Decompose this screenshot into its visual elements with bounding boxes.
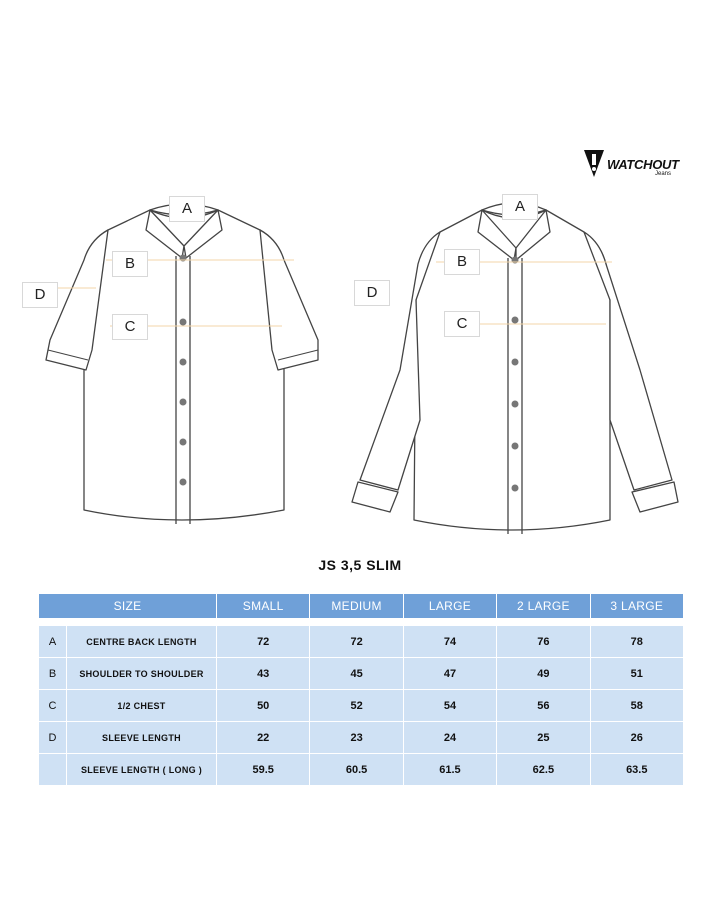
label-a-short: A — [169, 196, 205, 222]
cell-value: 43 — [217, 658, 310, 690]
label-c-short: C — [112, 314, 148, 340]
cell-value: 26 — [590, 722, 683, 754]
label-d-long: D — [354, 280, 390, 306]
long-sleeve-shirt — [352, 203, 678, 534]
row-measure: CENTRE BACK LENGTH — [67, 626, 217, 658]
cell-value: 23 — [310, 722, 403, 754]
cell-value: 50 — [217, 690, 310, 722]
label-c-long: C — [444, 311, 480, 337]
label-b-long: B — [444, 249, 480, 275]
header-2-large: 2 LARGE — [497, 594, 590, 619]
cell-value: 56 — [497, 690, 590, 722]
row-letter: A — [39, 626, 67, 658]
watchout-logo — [583, 148, 693, 184]
brand-sub: Jeans — [655, 171, 672, 177]
header-size: SIZE — [39, 594, 217, 619]
table-row — [39, 658, 684, 690]
cell-value: 54 — [403, 690, 496, 722]
row-measure: SHOULDER TO SHOULDER — [67, 658, 217, 690]
row-letter: C — [39, 690, 67, 722]
cell-value: 59.5 — [217, 754, 310, 786]
label-a-long: A — [502, 194, 538, 220]
cell-value: 51 — [590, 658, 683, 690]
cell-value: 72 — [217, 626, 310, 658]
label-b-short: B — [112, 251, 148, 277]
table-row — [39, 690, 684, 722]
row-measure: SLEEVE LENGTH — [67, 722, 217, 754]
header-large: LARGE — [403, 594, 496, 619]
cell-value: 25 — [497, 722, 590, 754]
cell-value: 63.5 — [590, 754, 683, 786]
header-small: SMALL — [217, 594, 310, 619]
cell-value: 45 — [310, 658, 403, 690]
shirt-diagrams — [0, 190, 720, 550]
cell-value: 47 — [403, 658, 496, 690]
cell-value: 78 — [590, 626, 683, 658]
size-chart-title: JS 3,5 SLIM — [318, 557, 402, 573]
cell-value: 72 — [310, 626, 403, 658]
row-letter: D — [39, 722, 67, 754]
table-row — [39, 722, 684, 754]
cell-value: 52 — [310, 690, 403, 722]
row-letter — [39, 754, 67, 786]
cell-value: 62.5 — [497, 754, 590, 786]
table-row — [39, 626, 684, 658]
table-row — [39, 754, 684, 786]
cell-value: 58 — [590, 690, 683, 722]
label-d-short: D — [22, 282, 58, 308]
exclamation-shield-icon — [583, 148, 605, 178]
cell-value: 74 — [403, 626, 496, 658]
table-header-row — [39, 594, 684, 619]
row-letter: B — [39, 658, 67, 690]
row-measure: 1/2 CHEST — [67, 690, 217, 722]
size-chart-table — [38, 593, 684, 786]
cell-value: 61.5 — [403, 754, 496, 786]
brand-name: WATCHOUT — [607, 157, 679, 172]
cell-value: 49 — [497, 658, 590, 690]
cell-value: 60.5 — [310, 754, 403, 786]
header-medium: MEDIUM — [310, 594, 403, 619]
cell-value: 76 — [497, 626, 590, 658]
header-3-large: 3 LARGE — [590, 594, 683, 619]
row-measure: SLEEVE LENGTH ( LONG ) — [67, 754, 217, 786]
cell-value: 24 — [403, 722, 496, 754]
cell-value: 22 — [217, 722, 310, 754]
